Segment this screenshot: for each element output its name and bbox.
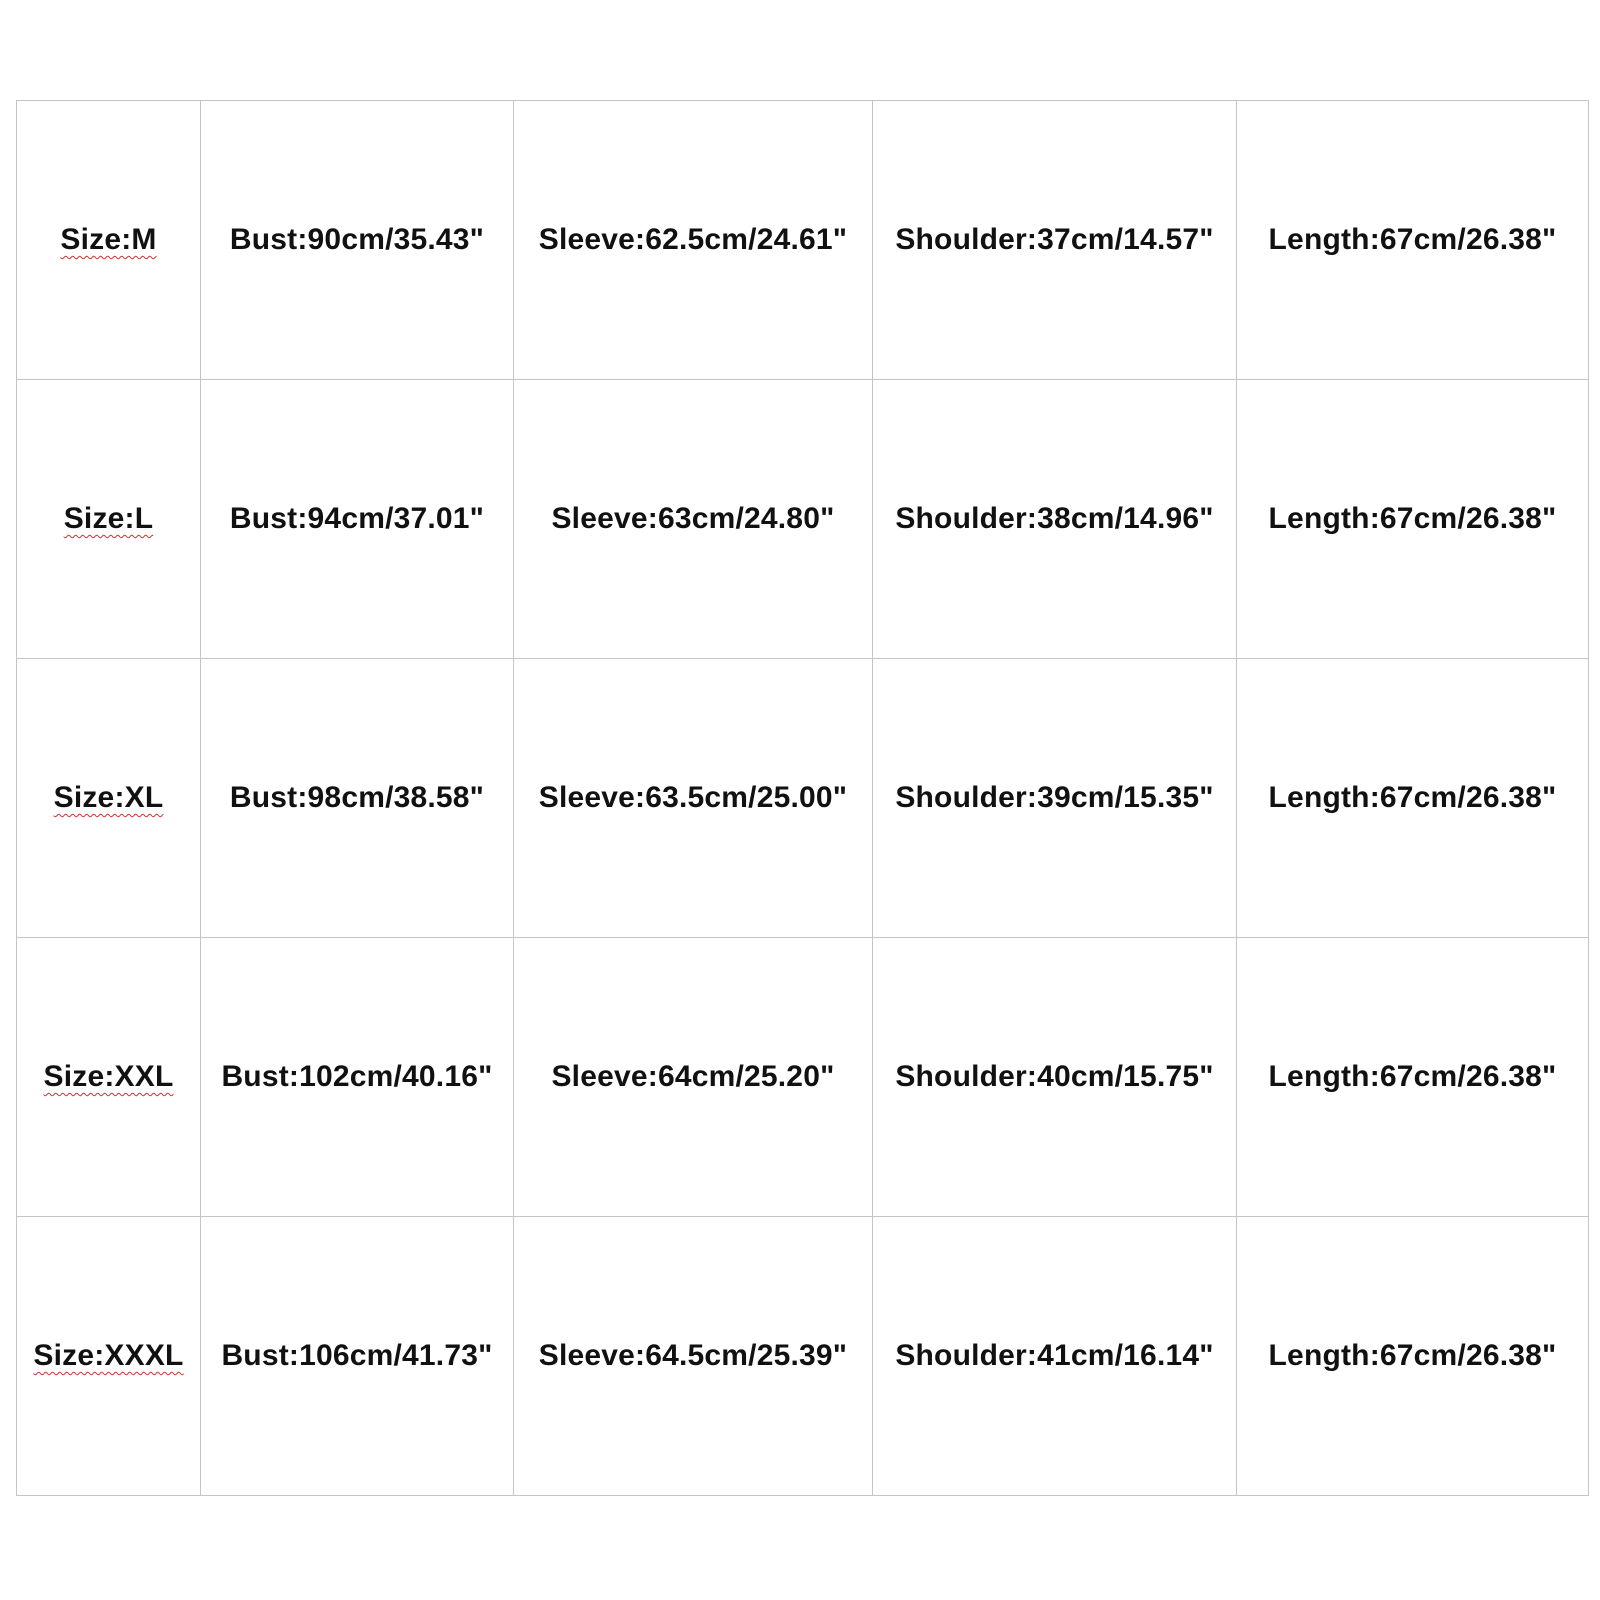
size-label: Size:XXXL bbox=[33, 1339, 184, 1372]
sleeve-cell: Sleeve:63.5cm/25.00" bbox=[514, 659, 873, 938]
size-label: Size:L bbox=[63, 502, 154, 535]
table-row bbox=[17, 659, 1589, 938]
shoulder-cell: Shoulder:41cm/16.14" bbox=[873, 1217, 1237, 1496]
sleeve-cell: Sleeve:64.5cm/25.39" bbox=[514, 1217, 873, 1496]
table-row bbox=[17, 380, 1589, 659]
shoulder-cell: Shoulder:39cm/15.35" bbox=[873, 659, 1237, 938]
bust-cell: Bust:106cm/41.73" bbox=[201, 1217, 514, 1496]
sleeve-cell: Sleeve:63cm/24.80" bbox=[514, 380, 873, 659]
table-row bbox=[17, 1217, 1589, 1496]
length-cell: Length:67cm/26.38" bbox=[1237, 380, 1589, 659]
length-cell: Length:67cm/26.38" bbox=[1237, 1217, 1589, 1496]
size-cell bbox=[17, 659, 201, 938]
table-row bbox=[17, 101, 1589, 380]
size-cell bbox=[17, 101, 201, 380]
length-cell: Length:67cm/26.38" bbox=[1237, 938, 1589, 1217]
sleeve-cell: Sleeve:64cm/25.20" bbox=[514, 938, 873, 1217]
sleeve-cell: Sleeve:62.5cm/24.61" bbox=[514, 101, 873, 380]
shoulder-cell: Shoulder:37cm/14.57" bbox=[873, 101, 1237, 380]
size-label: Size:M bbox=[60, 223, 157, 256]
length-cell: Length:67cm/26.38" bbox=[1237, 659, 1589, 938]
size-cell bbox=[17, 938, 201, 1217]
bust-cell: Bust:98cm/38.58" bbox=[201, 659, 514, 938]
bust-cell: Bust:94cm/37.01" bbox=[201, 380, 514, 659]
size-chart-table bbox=[16, 100, 1589, 1496]
shoulder-cell: Shoulder:38cm/14.96" bbox=[873, 380, 1237, 659]
bust-cell: Bust:102cm/40.16" bbox=[201, 938, 514, 1217]
length-cell: Length:67cm/26.38" bbox=[1237, 101, 1589, 380]
size-cell bbox=[17, 1217, 201, 1496]
size-cell bbox=[17, 380, 201, 659]
bust-cell: Bust:90cm/35.43" bbox=[201, 101, 514, 380]
shoulder-cell: Shoulder:40cm/15.75" bbox=[873, 938, 1237, 1217]
size-label: Size:XL bbox=[53, 781, 164, 814]
table-row bbox=[17, 938, 1589, 1217]
size-label: Size:XXL bbox=[43, 1060, 174, 1093]
